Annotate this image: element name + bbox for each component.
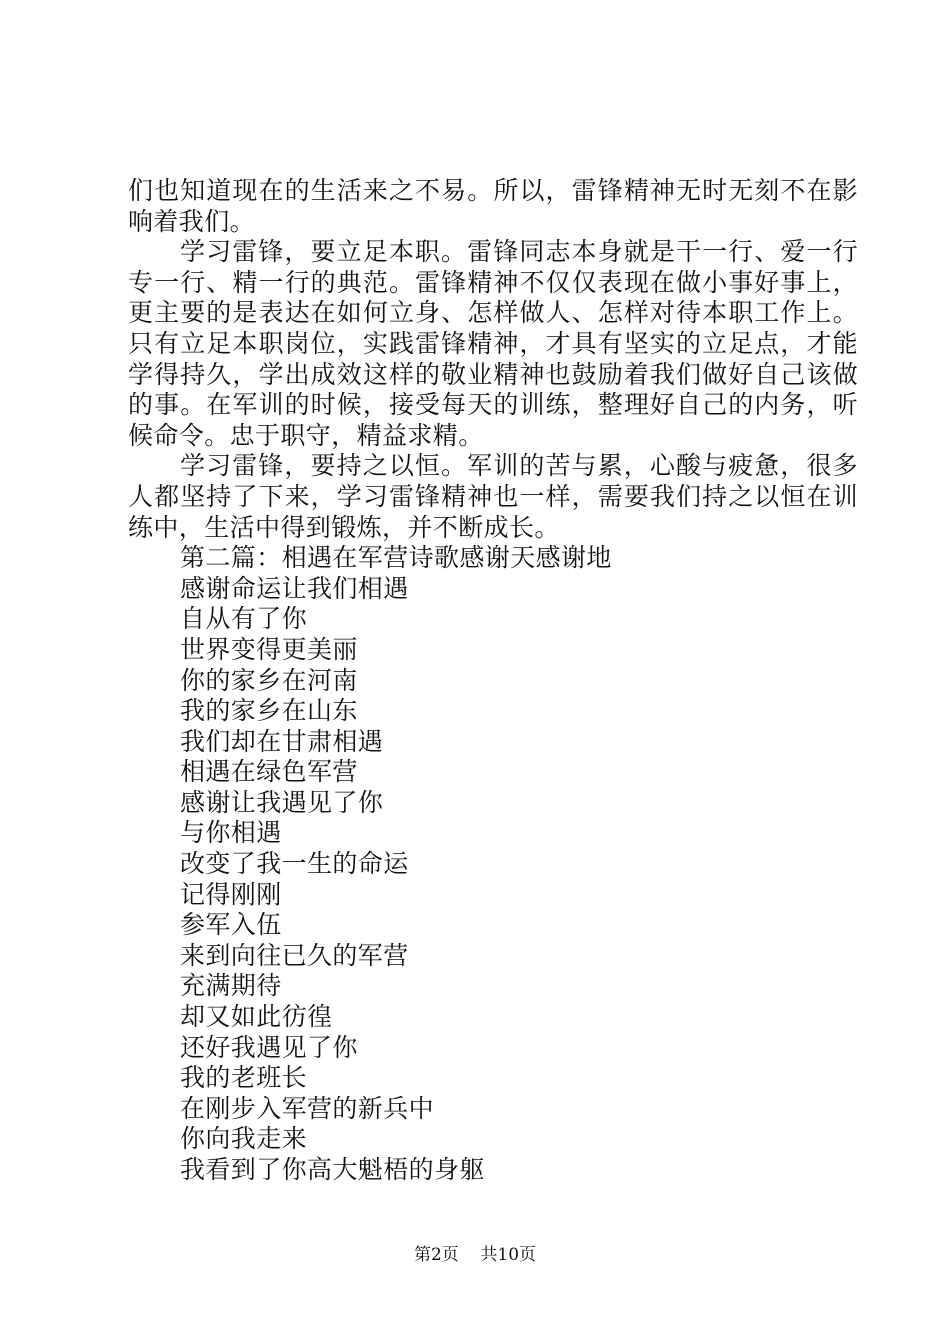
page-number-total: 共10页 xyxy=(480,1245,537,1265)
footer-spacer xyxy=(464,1245,475,1265)
poem-line: 你向我走来 xyxy=(180,1124,308,1154)
section-title: 第二篇：相遇在军营诗歌感谢天感谢地 xyxy=(180,543,612,573)
poem-line: 我看到了你高大魁梧的身躯 xyxy=(180,1155,485,1184)
poem-line: 记得刚刚 xyxy=(180,879,282,909)
paragraph-persistence: 学习雷锋，要持之以恒。军训的苦与累，心酸与疲惫，很多人都坚持了下来，学习雷锋精神也一样，需要我们持之以恒在训练中，生活中得到锻炼，并不断成长。 xyxy=(128,451,858,542)
poem-line: 与你相遇 xyxy=(180,818,282,848)
poem-line: 相遇在绿色军营 xyxy=(180,757,358,787)
poem-line: 来到向往已久的军营 xyxy=(180,940,409,970)
paragraph-study-post: 学习雷锋，要立足本职。雷锋同志本身就是干一行、爱一行专一行、精一行的典范。雷锋精神不仅仅表现在做小事好事上，更主要的是表达在如何立身、怎样做人、怎样对待本职工作上。只有立足本职岗位，实践雷锋精神，才具有坚实的立足点，才能学得持久，学出成效这样的敬业精神也鼓励着我们做好自己该做的事。在军训的时候，接受每天的训练，整理好自己的内务，听候命令。忠于职守，精益求精。 xyxy=(128,237,858,450)
poem-line: 我的老班长 xyxy=(180,1063,308,1093)
poem-line: 在刚步入军营的新兵中 xyxy=(180,1093,435,1123)
document-body xyxy=(128,176,858,1186)
poem-line: 感谢命运让我们相遇 xyxy=(180,573,409,603)
poem-line: 却又如此彷徨 xyxy=(180,1002,333,1032)
poem-line: 参军入伍 xyxy=(180,910,282,940)
page-number-current: 第2页 xyxy=(413,1245,459,1265)
poem-line: 改变了我一生的命运 xyxy=(180,849,409,879)
page-footer xyxy=(0,1244,950,1266)
poem-line: 世界变得更美丽 xyxy=(180,634,358,664)
poem-line: 还好我遇见了你 xyxy=(180,1032,358,1062)
poem-line: 你的家乡在河南 xyxy=(180,665,358,695)
poem-line: 自从有了你 xyxy=(180,604,308,634)
poem-line: 我们却在甘肃相遇 xyxy=(180,726,384,756)
paragraph-continuation: 们也知道现在的生活来之不易。所以，雷锋精神无时无刻不在影响着我们。 xyxy=(128,176,858,236)
poem-line: 我的家乡在山东 xyxy=(180,696,358,726)
poem-line: 充满期待 xyxy=(180,971,282,1001)
poem-line: 感谢让我遇见了你 xyxy=(180,787,384,817)
